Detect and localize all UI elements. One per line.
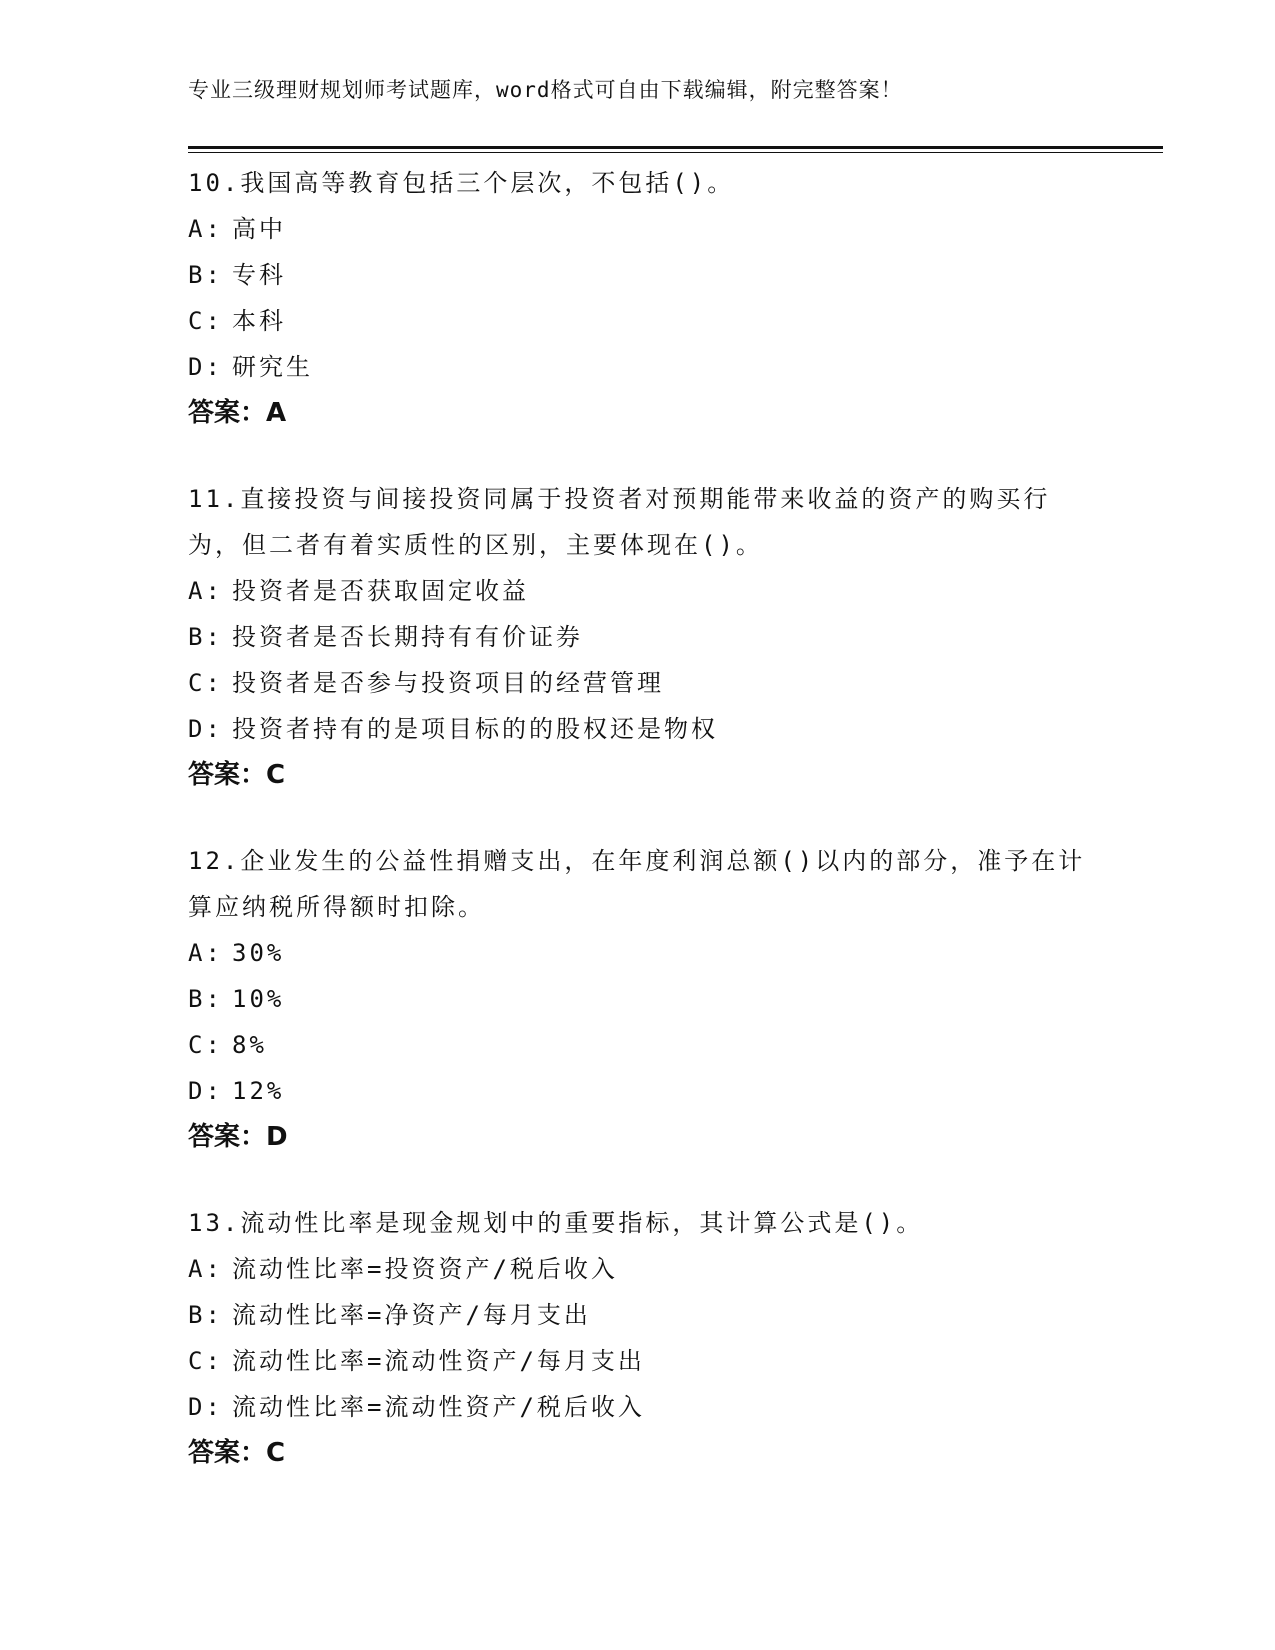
option-key: A: — [188, 939, 223, 967]
option-text: 投资者持有的是项目标的的股权还是物权 — [232, 715, 718, 743]
option-key: B: — [188, 985, 223, 1013]
answer-line: 答案：C — [188, 760, 286, 790]
option-b — [188, 976, 1088, 1022]
option-text: 投资者是否长期持有有价证券 — [232, 623, 583, 651]
option-a — [188, 930, 1088, 976]
option-text: 专科 — [232, 261, 286, 289]
question-stem: 11.直接投资与间接投资同属于投资者对预期能带来收益的资产的购买行为，但二者有着实质性的区别，主要体现在()。 — [188, 485, 1051, 559]
option-key: B: — [188, 623, 223, 651]
option-c — [188, 660, 1088, 706]
option-text: 投资者是否参与投资项目的经营管理 — [232, 669, 664, 697]
option-key: D: — [188, 1393, 223, 1421]
option-text: 流动性比率=流动性资产/每月支出 — [232, 1347, 645, 1375]
option-a — [188, 568, 1088, 614]
option-text: 30% — [232, 939, 285, 967]
option-c — [188, 1022, 1088, 1068]
question-stem: 13.流动性比率是现金规划中的重要指标，其计算公式是()。 — [188, 1209, 924, 1237]
option-text: 10% — [232, 985, 285, 1013]
option-c — [188, 1338, 1088, 1384]
option-key: B: — [188, 1301, 223, 1329]
question-10 — [188, 160, 1088, 436]
option-d — [188, 1068, 1088, 1114]
page-header: 专业三级理财规划师考试题库，word格式可自由下载编辑，附完整答案！ — [188, 78, 903, 102]
question-11 — [188, 476, 1088, 798]
option-a — [188, 206, 1088, 252]
option-d — [188, 706, 1088, 752]
option-text: 本科 — [232, 307, 286, 335]
option-key: D: — [188, 1077, 223, 1105]
answer-line: 答案：D — [188, 1122, 288, 1152]
option-text: 8% — [232, 1031, 267, 1059]
option-text: 流动性比率=流动性资产/税后收入 — [232, 1393, 645, 1421]
option-key: A: — [188, 1255, 223, 1283]
question-13 — [188, 1200, 1088, 1476]
option-d — [188, 344, 1088, 390]
option-b — [188, 1292, 1088, 1338]
option-key: A: — [188, 215, 223, 243]
option-key: C: — [188, 307, 223, 335]
option-key: C: — [188, 669, 223, 697]
option-a — [188, 1246, 1088, 1292]
option-key: C: — [188, 1347, 223, 1375]
option-text: 研究生 — [232, 353, 313, 381]
option-b — [188, 252, 1088, 298]
header-rule-thin — [188, 152, 1163, 153]
question-12 — [188, 838, 1088, 1160]
question-stem: 12.企业发生的公益性捐赠支出，在年度利润总额()以内的部分，准予在计算应纳税所得额时扣除。 — [188, 847, 1086, 921]
option-c — [188, 298, 1088, 344]
option-text: 流动性比率=净资产/每月支出 — [232, 1301, 591, 1329]
option-key: D: — [188, 353, 223, 381]
option-b — [188, 614, 1088, 660]
option-text: 流动性比率=投资资产/税后收入 — [232, 1255, 618, 1283]
option-key: C: — [188, 1031, 223, 1059]
option-text: 12% — [232, 1077, 285, 1105]
answer-line: 答案：A — [188, 398, 287, 428]
option-text: 投资者是否获取固定收益 — [232, 577, 529, 605]
question-stem: 10.我国高等教育包括三个层次，不包括()。 — [188, 169, 735, 197]
option-d — [188, 1384, 1088, 1430]
header-rule-thick — [188, 146, 1163, 149]
option-key: B: — [188, 261, 223, 289]
option-text: 高中 — [232, 215, 286, 243]
option-key: A: — [188, 577, 223, 605]
option-key: D: — [188, 715, 223, 743]
answer-line: 答案：C — [188, 1438, 286, 1468]
question-list — [188, 160, 1088, 1516]
